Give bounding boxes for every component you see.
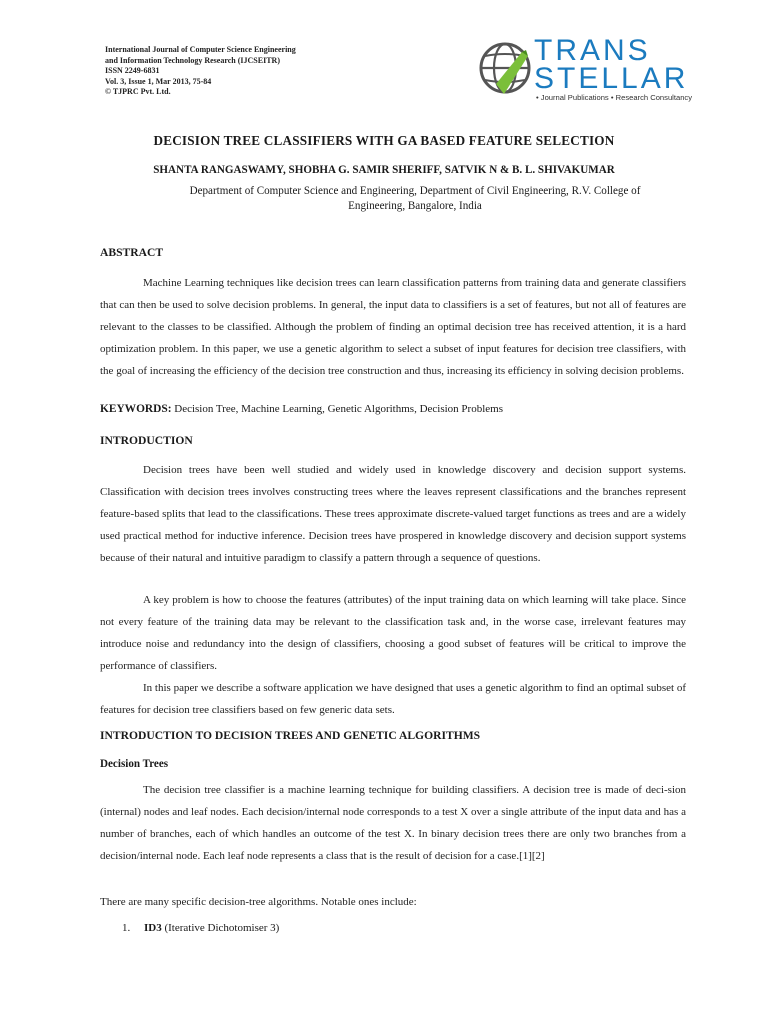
keywords-text: Decision Tree, Machine Learning, Genetic Algorithms, Decision Problems — [171, 403, 503, 415]
abstract-heading: ABSTRACT — [100, 246, 164, 259]
paper-affiliation: Department of Computer Science and Engineering, Department of Civil Engineering, R.V. College of Engineering, Bangalore, India — [189, 185, 641, 212]
journal-info — [105, 45, 296, 98]
keywords-line — [100, 403, 700, 415]
paper-authors: SHANTA RANGASWAMY, SHOBHA G. SAMIR SHERIFF, SATVIK N & B. L. SHIVAKUMAR — [153, 164, 615, 176]
journal-name-line-1: International Journal of Computer Science Engineering — [105, 45, 296, 54]
journal-volume: Vol. 3, Issue 1, Mar 2013, 75-84 — [105, 76, 212, 86]
journal-name-line-2: and Information Technology Research (IJCSEITR) — [105, 55, 280, 65]
algorithms-intro-paragraph: There are many specific decision-tree algorithms. Notable ones include: — [100, 896, 417, 908]
introduction-heading: INTRODUCTION — [100, 434, 193, 447]
introduction-paragraph-3: In this paper we describe a software application we have designed that uses a genetic algorithm to find an optimal subset of features for decision tree classifiers based on few generic data sets. — [100, 682, 686, 716]
introduction-paragraph-2: A key problem is how to choose the features (attributes) of the input training data on which learning will take place. Since not every feature of the training data may be relevant to the classification task and, in the worse case, irrelevant features may introduce noise and redundancy into the design of classifiers, choosing a good subset of features will be critical to improve the performance of classifiers. — [100, 594, 686, 672]
logo-word-trans: TRANS — [534, 34, 651, 67]
decision-trees-subheading: Decision Trees — [100, 758, 169, 770]
list-item-name: ID3 — [144, 922, 162, 934]
list-item-description: (Iterative Dichotomiser 3) — [161, 922, 280, 934]
paper-title: DECISION TREE CLASSIFIERS WITH GA BASED FEATURE SELECTION — [153, 133, 615, 148]
decision-trees-paragraph: The decision tree classifier is a machine learning technique for building classifiers. A decision tree is made of deci-sion (internal) nodes and leaf nodes. Each decision/internal node corresponds to a test X over a single attribute of the input data and has a number of branches, each of which handles an outcome of the test X. In binary decision trees there are only two branches from a decision/internal node. Each leaf node represents a class that is the result of decision for a case.[1][2] — [100, 784, 686, 862]
logo-word-stellar: STELLAR — [534, 62, 689, 95]
section-2-heading: INTRODUCTION TO DECISION TREES AND GENETIC ALGORITHMS — [100, 729, 481, 742]
introduction-paragraph-1: Decision trees have been well studied and widely used in knowledge discovery and decision support systems. Classification with decision trees involves constructing trees where the leaves represent classifications and the branches represent feature-based splits that lead to the classifications. These trees approximate discrete-valued target functions as trees and are a widely used practical method for inductive inference. Decision trees have prospered in knowledge discovery and decision support systems because of their natural and intuitive paradigm to classify a pattern through a sequence of questions. — [100, 464, 686, 564]
journal-copyright: © TJPRC Pvt. Ltd. — [105, 87, 171, 96]
list-item — [122, 922, 279, 934]
abstract-text: Machine Learning techniques like decision trees can learn classification patterns from training data and generate classifiers that can then be used to solve decision problems. In general, the input data to classifiers is a set of features, but not all of features are relevant to the classes to be classified. Although the problem of finding an optimal decision tree has received attention, it is a hard optimization problem. In this paper, we use a genetic algorithm to select a subset of input features for decision tree classifiers, with the goal of increasing the efficiency of the decision tree construction and thus, increasing its efficiency in solving decision problems. — [100, 277, 686, 377]
keywords-label: KEYWORDS: — [100, 403, 172, 415]
list-item-number: 1. — [122, 922, 131, 934]
transstellar-logo — [478, 34, 693, 106]
journal-issn: ISSN 2249-6831 — [105, 66, 160, 75]
globe-icon — [478, 38, 536, 102]
logo-tagline: • Journal Publications • Research Consultancy — [536, 93, 693, 102]
